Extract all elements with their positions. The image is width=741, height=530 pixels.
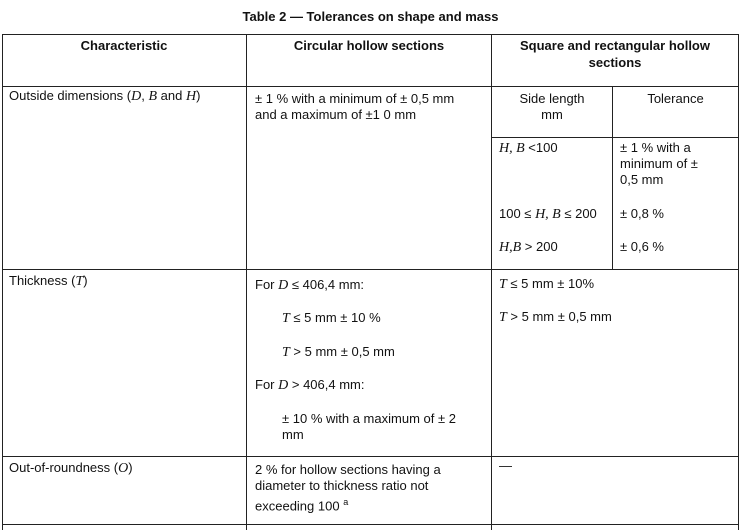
- thickness-square-line1: T ≤ 5 mm ± 10%: [499, 276, 595, 292]
- header-circular: Circular hollow sections: [293, 38, 445, 53]
- thickness-circular-line1: For D ≤ 406,4 mm:: [255, 277, 365, 293]
- header-square-line2: sections: [588, 55, 642, 70]
- thickness-circular-line4: For D > 406,4 mm:: [255, 377, 365, 393]
- side-length-header-line2: mm: [541, 107, 563, 122]
- outside-row-bottom-border: [2, 269, 739, 270]
- outside-circular-line1: ± 1 % with a minimum of ± 0,5 mm: [255, 91, 455, 106]
- table-right-border: [738, 34, 739, 530]
- roundness-row-bottom-border: [2, 524, 739, 525]
- thickness-circular-line6: mm: [282, 427, 304, 442]
- footnote-marker: a: [343, 497, 349, 507]
- thickness-row-bottom-border: [2, 456, 739, 457]
- header-characteristic: Characteristic: [80, 38, 168, 53]
- header-bottom-border: [2, 86, 739, 87]
- roundness-circular-line2: diameter to thickness ratio not: [255, 478, 429, 493]
- side-length-value: H, B <100: [499, 140, 558, 156]
- tolerance-value-line3: 0,5 mm: [620, 172, 664, 187]
- tolerance-value-line2: minimum of ±: [620, 156, 698, 171]
- thickness-square-line2: T > 5 mm ± 0,5 mm: [499, 309, 612, 325]
- thickness-circular-line3: T > 5 mm ± 0,5 mm: [282, 344, 395, 360]
- thickness-label: Thickness (T): [9, 273, 88, 289]
- subheader-bottom-border: [491, 137, 739, 138]
- tolerance-header: Tolerance: [647, 91, 704, 106]
- outside-circular-line2: and a maximum of ±1 0 mm: [255, 107, 417, 122]
- table-top-border: [2, 34, 739, 35]
- roundness-label: Out-of-roundness (O): [9, 460, 133, 476]
- roundness-circular-line3: exceeding 100 $^a$: [255, 497, 349, 514]
- header-square-line1: Square and rectangular hollow: [520, 38, 710, 53]
- outside-dimensions-label: Outside dimensions (D, B and H): [9, 88, 201, 104]
- tolerance-value: ± 0,6 %: [620, 239, 664, 254]
- table-title: Table 2 — Tolerances on shape and mass: [242, 9, 499, 24]
- side-length-value: H,B > 200: [499, 239, 558, 255]
- roundness-circular-line1: 2 % for hollow sections having a: [255, 462, 441, 477]
- side-length-header-line1: Side length: [519, 91, 585, 106]
- thickness-circular-line5: ± 10 % with a maximum of ± 2: [282, 411, 456, 426]
- col-divider-3: [612, 86, 613, 269]
- table-left-border: [2, 34, 3, 530]
- thickness-circular-line2: T ≤ 5 mm ± 10 %: [282, 310, 381, 326]
- tolerance-value-line1: ± 1 % with a: [620, 140, 691, 155]
- roundness-square: —: [499, 458, 512, 473]
- col-divider-1: [246, 34, 247, 530]
- tolerance-value: ± 0,8 %: [620, 206, 664, 221]
- side-length-value: 100 ≤ H, B ≤ 200: [499, 206, 597, 222]
